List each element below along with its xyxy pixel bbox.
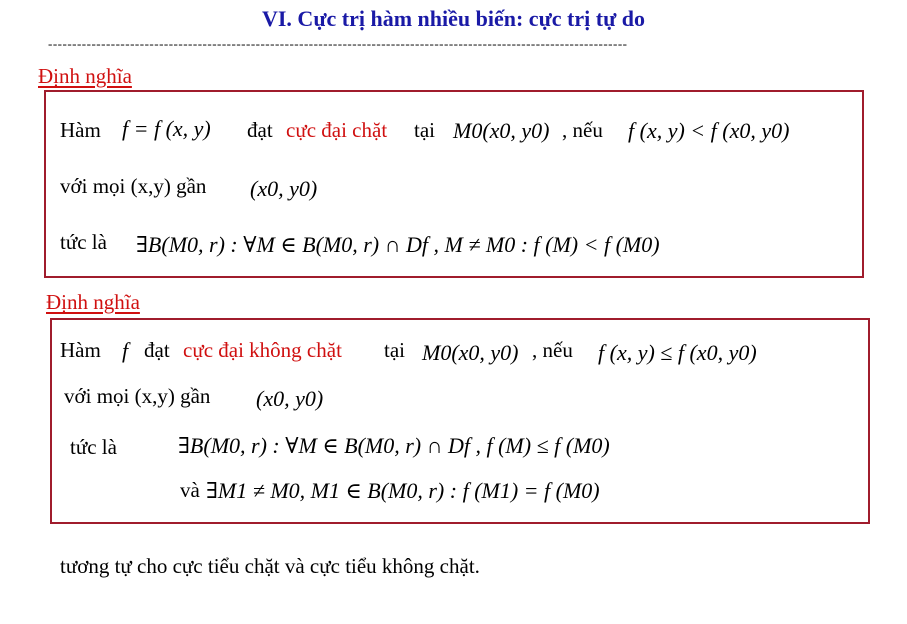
def1-function-expression: [122, 116, 211, 142]
def2-point: M0(x0, y0): [422, 340, 519, 365]
def2-formula: ∃B(M0, r) : ∀M ∈ B(M0, r) ∩ Df , f (M) ≤ f (M0): [178, 433, 610, 458]
page-title: VI. Cực trị hàm nhiều biến: cực trị tự do: [261, 6, 646, 31]
def1-formula: ∃B(M0, r) : ∀M ∈ B(M0, r) ∩ Df , M ≠ M0 : f (M) < f (M0): [136, 232, 660, 257]
def1-word-dat: đạt: [247, 118, 273, 142]
definition-heading-1: Định nghĩa: [38, 64, 132, 88]
def1-near-point: (x0, y0): [250, 176, 318, 201]
def1-ie-text: tức là: [60, 230, 107, 254]
def1-point: M0(x0, y0): [453, 118, 550, 143]
def1-word-neu: , nếu: [562, 118, 603, 142]
def2-word-dat: đạt: [144, 338, 170, 362]
def2-word-neu: , nếu: [532, 338, 573, 362]
def2-ie-text: tức là: [70, 435, 117, 459]
def2-word-ham: Hàm: [60, 338, 101, 362]
def2-near-text: với mọi (x,y) gần: [64, 384, 211, 408]
def2-highlight: cực đại không chặt: [183, 338, 342, 362]
def1-highlight: cực đại chặt: [286, 118, 388, 142]
def1-function-text: f = f (x, y): [122, 116, 211, 141]
def2-word-tai: tại: [384, 338, 405, 362]
def1-near-text: với mọi (x,y) gần: [60, 174, 207, 198]
def2-and-text: và: [180, 478, 200, 502]
def2-condition: f (x, y) ≤ f (x0, y0): [598, 340, 757, 365]
def2-function-symbol: f: [122, 338, 129, 363]
def1-word-ham: Hàm: [60, 118, 101, 142]
def1-condition: f (x, y) < f (x0, y0): [628, 118, 790, 143]
def1-word-tai: tại: [414, 118, 435, 142]
footer-note: tương tự cho cực tiểu chặt và cực tiểu không chặt.: [60, 554, 480, 578]
separator-line: ------------------------------------------------------------------------------------------------------------------------: [48, 36, 628, 51]
def2-near-point: (x0, y0): [256, 386, 324, 411]
def2-formula-2: ∃M1 ≠ M0, M1 ∈ B(M0, r) : f (M1) = f (M0): [206, 478, 600, 503]
definition-heading-2: Định nghĩa: [46, 290, 140, 314]
